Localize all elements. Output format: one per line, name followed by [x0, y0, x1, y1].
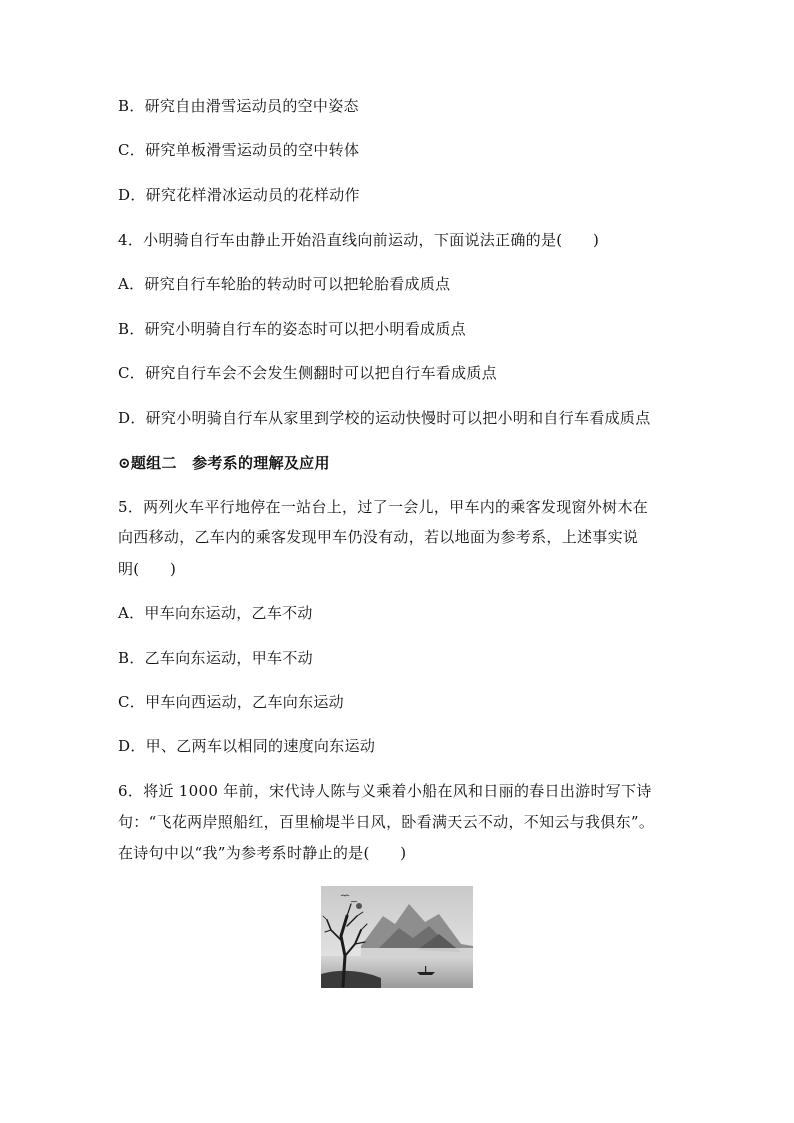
question-3-option-b: B．研究自由滑雪运动员的空中姿态	[118, 97, 359, 115]
landscape-painting-illustration	[321, 886, 473, 988]
question-5-option-a: A．甲车向东运动，乙车不动	[118, 604, 313, 622]
question-4-stem: 4．小明骑自行车由静止开始沿直线向前运动，下面说法正确的是( )	[118, 231, 600, 249]
question-5-option-c: C．甲车向西运动，乙车向东运动	[118, 693, 344, 711]
question-6-stem-line-2: 句：“飞花两岸照船红，百里榆堤半日风，卧看满天云不动，不知云与我俱东”。	[118, 813, 655, 831]
question-5-stem-line-1: 5．两列火车平行地停在一站台上，过了一会儿，甲车内的乘客发现窗外树木在	[118, 498, 649, 516]
question-4-option-d: D．研究小明骑自行车从家里到学校的运动快慢时可以把小明和自行车看成质点	[118, 409, 651, 427]
question-3-option-c: C．研究单板滑雪运动员的空中转体	[118, 141, 360, 159]
question-3-option-d: D．研究花样滑冰运动员的花样动作	[118, 186, 360, 204]
question-6-stem-line-3: 在诗句中以“我”为参考系时静止的是( )	[118, 844, 407, 862]
question-5-stem-line-3: 明( )	[118, 560, 177, 578]
question-5-stem-line-2: 向西移动，乙车内的乘客发现甲车仍没有动，若以地面为参考系，上述事实说	[118, 528, 639, 546]
section-heading: ⊙题组二 参考系的理解及应用	[118, 454, 330, 472]
question-4-option-c: C．研究自行车会不会发生侧翻时可以把自行车看成质点	[118, 364, 497, 382]
question-5-option-d: D．甲、乙两车以相同的速度向东运动	[118, 737, 376, 755]
question-4-option-a: A．研究自行车轮胎的转动时可以把轮胎看成质点	[118, 275, 451, 293]
question-4-option-b: B．研究小明骑自行车的姿态时可以把小明看成质点	[118, 320, 466, 338]
question-5-option-b: B．乙车向东运动，甲车不动	[118, 649, 313, 667]
question-6-stem-line-1: 6．将近 1000 年前，宋代诗人陈与义乘着小船在风和日丽的春日出游时写下诗	[118, 782, 652, 800]
